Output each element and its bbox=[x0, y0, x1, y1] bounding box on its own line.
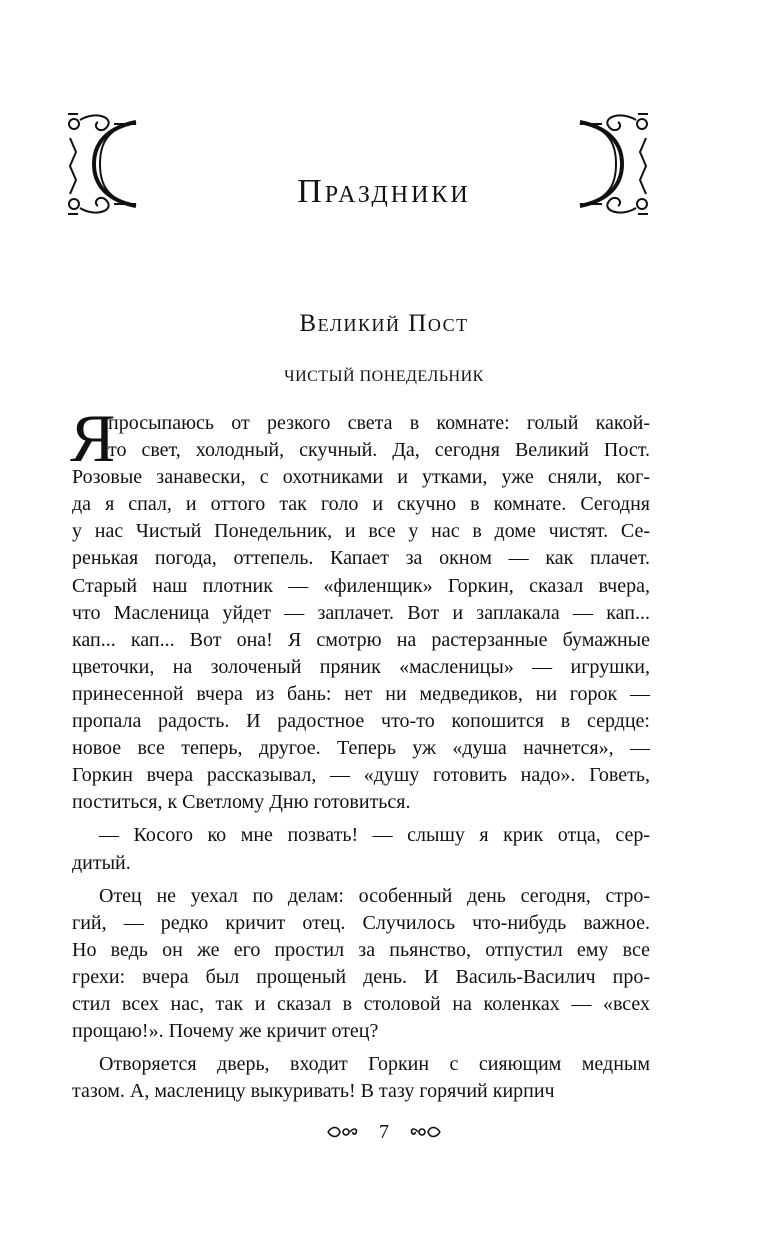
text-line: пропала радость. И радостное что-то копошится в сердце: bbox=[72, 710, 650, 733]
page-number: 7 bbox=[379, 1120, 389, 1143]
drop-cap: Я bbox=[70, 400, 116, 476]
text-line: то свет, холодный, скучный. Да, сегодня Великий Пост. bbox=[108, 439, 650, 462]
text-line: что Масленица уйдет — заплачет. Вот и заплакала — кап... bbox=[72, 601, 650, 624]
text-line: дитый. bbox=[72, 851, 131, 874]
text-line: Розовые занавески, с охотниками и утками, уже сняли, ког- bbox=[72, 466, 650, 489]
text-line: у нас Чистый Понедельник, и все у нас в доме чистят. Се- bbox=[72, 520, 650, 543]
text-line: принесенной вчера из бань: нет ни медведиков, ни горок — bbox=[72, 682, 650, 705]
text-line: Отворяется дверь, входит Горкин с сияющим медным bbox=[99, 1053, 650, 1076]
page-footer bbox=[0, 1120, 768, 1144]
text-line: прощаю!». Почему же кричит отец? bbox=[72, 1020, 379, 1043]
text-line: тазом. А, масленицу выкуривать! В тазу горячий кирпич bbox=[72, 1080, 555, 1103]
text-line: Но ведь он же его простил за пьянство, отпустил ему все bbox=[72, 938, 650, 961]
text-line: стил всех нас, так и сказал в столовой на коленках — «всех bbox=[72, 992, 650, 1015]
text-line: цветочки, на золоченый пряник «масленицы» — игрушки, bbox=[72, 655, 650, 678]
text-line: ренькая погода, оттепель. Капает за окном — как плачет. bbox=[72, 547, 650, 570]
text-line: кап... кап... Вот она! Я смотрю на растерзанные бумажные bbox=[72, 628, 650, 651]
text-line: Отец не уехал по делам: особенный день сегодня, стро- bbox=[99, 884, 650, 907]
body-text bbox=[70, 400, 650, 1105]
text-line: Горкин вчера рассказывал, — «душу готовить надо». Говеть, bbox=[72, 764, 650, 787]
subsection-title: ЧИСТЫЙ ПОНЕДЕЛЬНИК bbox=[284, 368, 484, 385]
fleuron-right-icon bbox=[408, 1124, 442, 1140]
text-line: грехи: вчера был прощеный день. И Василь-Василич про- bbox=[72, 965, 650, 988]
text-line: — Косого ко мне позвать! — слышу я крик отца, сер- bbox=[99, 824, 650, 847]
chapter-title: Праздники bbox=[297, 172, 471, 210]
text-line: да я спал, и оттого так голо и скучно в комнате. Сегодня bbox=[72, 493, 650, 516]
section-title: Великий Пост bbox=[299, 310, 469, 337]
text-line: Старый наш плотник — «филенщик» Горкин, сказал вчера, bbox=[72, 574, 650, 597]
fleuron-left-icon bbox=[326, 1124, 360, 1140]
text-line: просыпаюсь от резкого света в комнате: голый какой- bbox=[108, 412, 650, 434]
text-line: поститься, к Светлому Дню готовиться. bbox=[72, 791, 411, 814]
text-line: новое все теперь, другое. Теперь уж «душа начнется», — bbox=[72, 737, 650, 760]
text-line: гий, — редко кричит отец. Случилось что-нибудь важное. bbox=[72, 911, 650, 934]
